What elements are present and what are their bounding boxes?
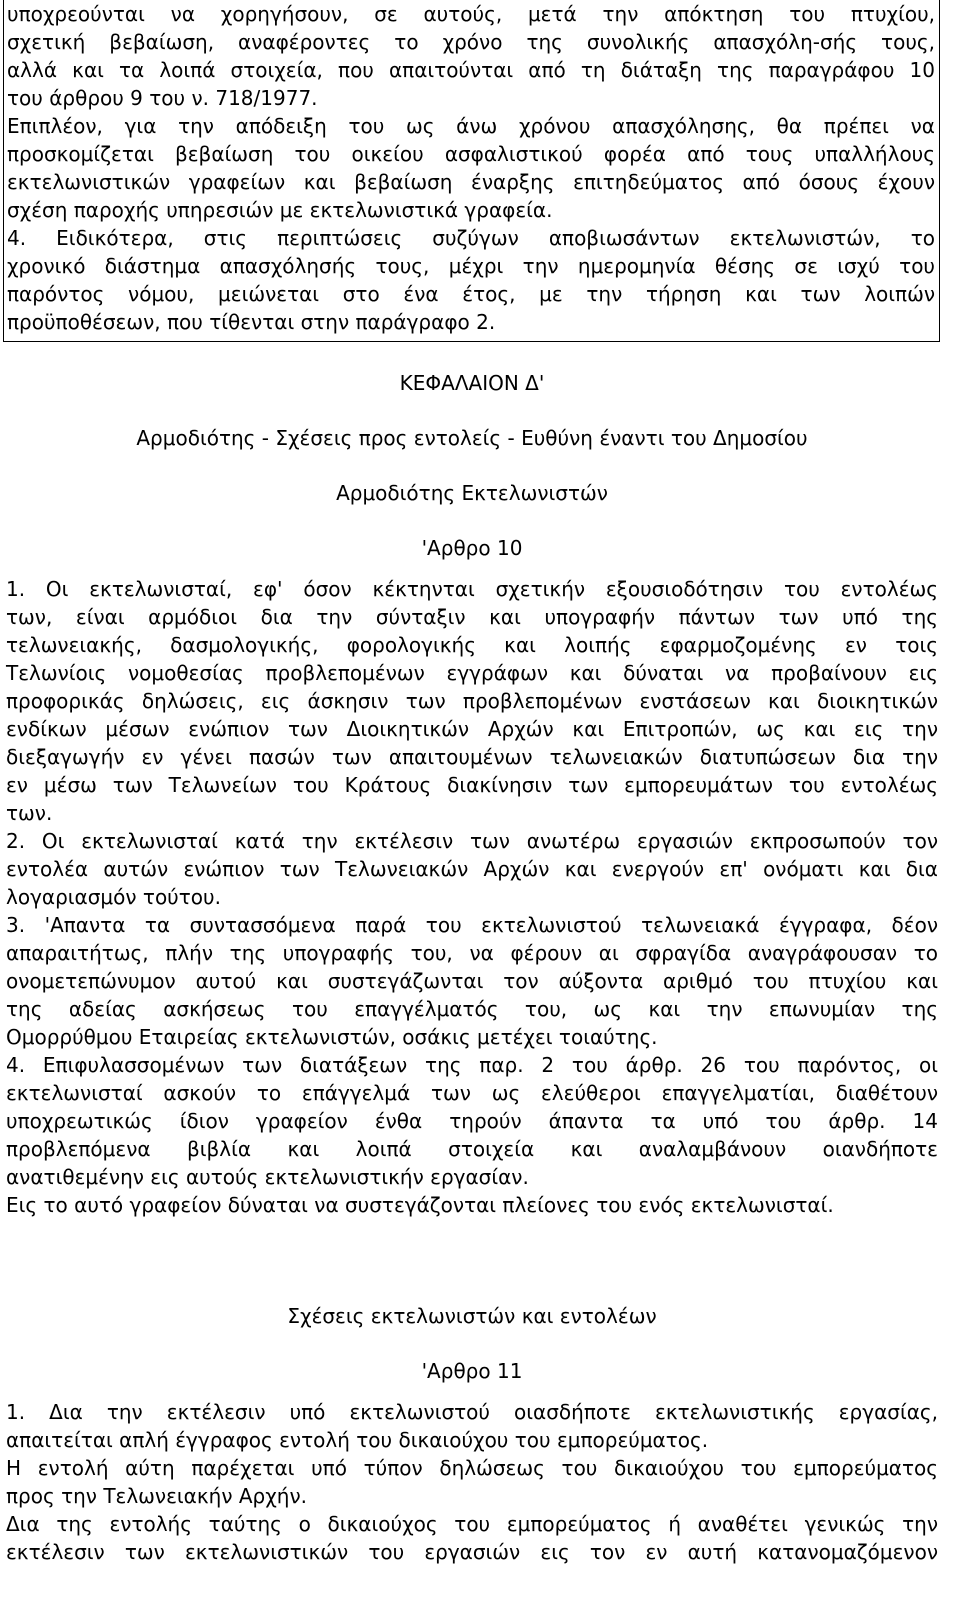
text-line: των. <box>6 801 53 825</box>
text-line: τελωνειακής, δασμολογικής, φορολογικής και λοιπής εφαρμοζομένης εν τοις <box>6 633 938 657</box>
article10-paragraph-4 <box>6 1051 938 1191</box>
text-line: Η εντολή αύτη παρέχεται υπό τύπον δηλώσεως του δικαιούχου του εμπορεύματος <box>6 1456 938 1480</box>
article11-paragraph-2 <box>6 1454 938 1510</box>
text-line: διεξαγωγήν εν γένει πασών των απαιτουμένων τελωνειακών διατυπώσεων δια την <box>6 745 938 769</box>
text-line: αλλά και τα λοιπά στοιχεία, που απαιτούνται από τη διάταξη της παραγράφου 10 <box>7 58 935 82</box>
text-line: Εις το αυτό γραφείον δύναται να συστεγάζονται πλείονες του ενός εκτελωνισταί. <box>6 1193 834 1217</box>
text-line: υποχρεούνται να χορηγήσουν, σε αυτούς, μετά την απόκτηση του πτυχίου, <box>7 2 935 26</box>
text-line: προφορικάς δηλώσεις, εις άσκησιν των προβλεπομένων ενστάσεων και διοικητικών <box>6 689 938 713</box>
text-line: απαραιτήτως, πλήν της υπογραφής του, να φέρουν αι σφραγίδα αναγράφουσαν το <box>6 941 938 965</box>
text-line: 3. 'Απαντα τα συντασσόμενα παρά του εκτελωνιστού τελωνειακά έγγραφα, δέον <box>6 913 938 937</box>
text-line: Επιπλέον, για την απόδειξη του ως άνω χρόνου απασχόλησης, θα πρέπει να <box>7 114 935 138</box>
text-line: απαιτείται απλή έγγραφος εντολή του δικαιούχου του εμπορεύματος. <box>6 1428 709 1452</box>
text-line: της αδείας ασκήσεως του επαγγέλματός του, ως και την επωνυμίαν της <box>6 997 938 1021</box>
text-line: του άρθρου 9 του ν. 718/1977. <box>7 86 318 110</box>
article10-paragraph-5 <box>6 1191 938 1219</box>
text-line: προσκομίζεται βεβαίωση του οικείου ασφαλιστικού φορέα από τους υπαλλήλους <box>7 142 935 166</box>
text-line: των, είναι αρμόδιοι δια την σύνταξιν και υπογραφήν πάντων των υπό της <box>6 605 938 629</box>
document-page <box>6 0 938 1566</box>
text-line: 4. Ειδικότερα, στις περιπτώσεις συζύγων αποβιωσάντων εκτελωνιστών, το <box>7 226 935 250</box>
article11-paragraph-1 <box>6 1398 938 1454</box>
text-line: χρονικό διάστημα απασχόλησής τους, μέχρι την ημερομηνία θέσης σε ισχύ του <box>7 254 935 278</box>
text-line: εντολέα αυτών ενώπιον των Τελωνειακών Αρχών και ενεργούν επ' ονόματι και δια <box>6 857 938 881</box>
text-line: σχετική βεβαίωση, αναφέροντες το χρόνο της συνολικής απασχόλη-σής τους, <box>7 30 935 54</box>
text-line: εν μέσω των Τελωνείων του Κράτους διακίνησιν των εμπορευμάτων του εντολέως <box>6 773 938 797</box>
section-title-2: Σχέσεις εκτελωνιστών και εντολέων <box>287 1304 657 1328</box>
text-line: εκτελωνισταί ασκούν το επάγγελμά των ως ελεύθεροι επαγγελματίαι, διαθέτουν <box>6 1081 938 1105</box>
article10-paragraph-1 <box>6 575 938 827</box>
text-line: ενδίκων μέσων ενώπιον των Διοικητικών Αρχών και Επιτροπών, ως και εις την <box>6 717 938 741</box>
box-paragraph-4 <box>7 224 935 336</box>
text-line: ανατιθεμένην εις αυτούς εκτελωνιστικήν εργασίαν. <box>6 1165 529 1189</box>
section-title: Αρμοδιότης Εκτελωνιστών <box>336 481 608 505</box>
text-line: Ομορρύθμου Εταιρείας εκτελωνιστών, οσάκις μετέχει τοιαύτης. <box>6 1025 658 1049</box>
chapter-subtitle: Αρμοδιότης - Σχέσεις προς εντολείς - Ευθύνη έναντι του Δημοσίου <box>136 426 808 450</box>
text-line: 1. Οι εκτελωνισταί, εφ' όσον κέκτηνται σχετικήν εξουσιοδότησιν του εντολέως <box>6 577 938 601</box>
text-line: προβλεπόμενα βιβλία και λοιπά στοιχεία και αναλαμβάνουν οιανδήποτε <box>6 1137 938 1161</box>
text-line: Τελωνίοις νομοθεσίας προβλεπομένων εγγράφων και δύναται να προβαίνουν εις <box>6 661 938 685</box>
text-line: ονομετεπώνυμον αυτού και συστεγάζωνται τον αύξοντα αριθμό του πτυχίου και <box>6 969 938 993</box>
text-line: προϋποθέσεων, που τίθενται στην παράγραφο 2. <box>7 310 496 334</box>
text-line: προς την Τελωνειακήν Αρχήν. <box>6 1484 307 1508</box>
article10-paragraph-3 <box>6 911 938 1051</box>
text-line: Δια της εντολής ταύτης ο δικαιούχος του εμπορεύματος ή αναθέτει γενικώς την <box>6 1512 938 1536</box>
box-paragraph <box>7 0 935 224</box>
article-title-2: 'Αρθρο 11 <box>421 1359 523 1383</box>
chapter-title: ΚΕΦΑΛΑΙΟΝ Δ' <box>399 371 545 395</box>
boxed-text-block <box>3 0 940 342</box>
text-line: σχέση παροχής υπηρεσιών με εκτελωνιστικά γραφεία. <box>7 198 553 222</box>
text-line: υποχρεωτικώς ίδιον γραφείον ένθα τηρούν άπαντα τα υπό του άρθρ. 14 <box>6 1109 938 1133</box>
article-title: 'Αρθρο 10 <box>421 536 523 560</box>
text-line: 4. Επιφυλασσομένων των διατάξεων της παρ. 2 του άρθρ. 26 του παρόντος, οι <box>6 1053 938 1077</box>
text-line: εκτελωνιστικών γραφείων και βεβαίωση έναρξης επιτηδεύματος από όσους έχουν <box>7 170 935 194</box>
text-line: παρόντος νόμου, μειώνεται στο ένα έτος, με την τήρηση και των λοιπών <box>7 282 935 306</box>
text-line: 1. Δια την εκτέλεσιν υπό εκτελωνιστού οιασδήποτε εκτελωνιστικής εργασίας, <box>6 1400 938 1424</box>
text-line: 2. Οι εκτελωνισταί κατά την εκτέλεσιν των ανωτέρω εργασιών εκπροσωπούν τον <box>6 829 938 853</box>
article10-paragraph-2 <box>6 827 938 911</box>
text-line: εκτέλεσιν των εκτελωνιστικών του εργασιών εις τον εν αυτή κατανομαζόμενον <box>6 1540 938 1564</box>
article11-paragraph-3 <box>6 1510 938 1566</box>
text-line: λογαριασμόν τούτου. <box>6 885 221 909</box>
